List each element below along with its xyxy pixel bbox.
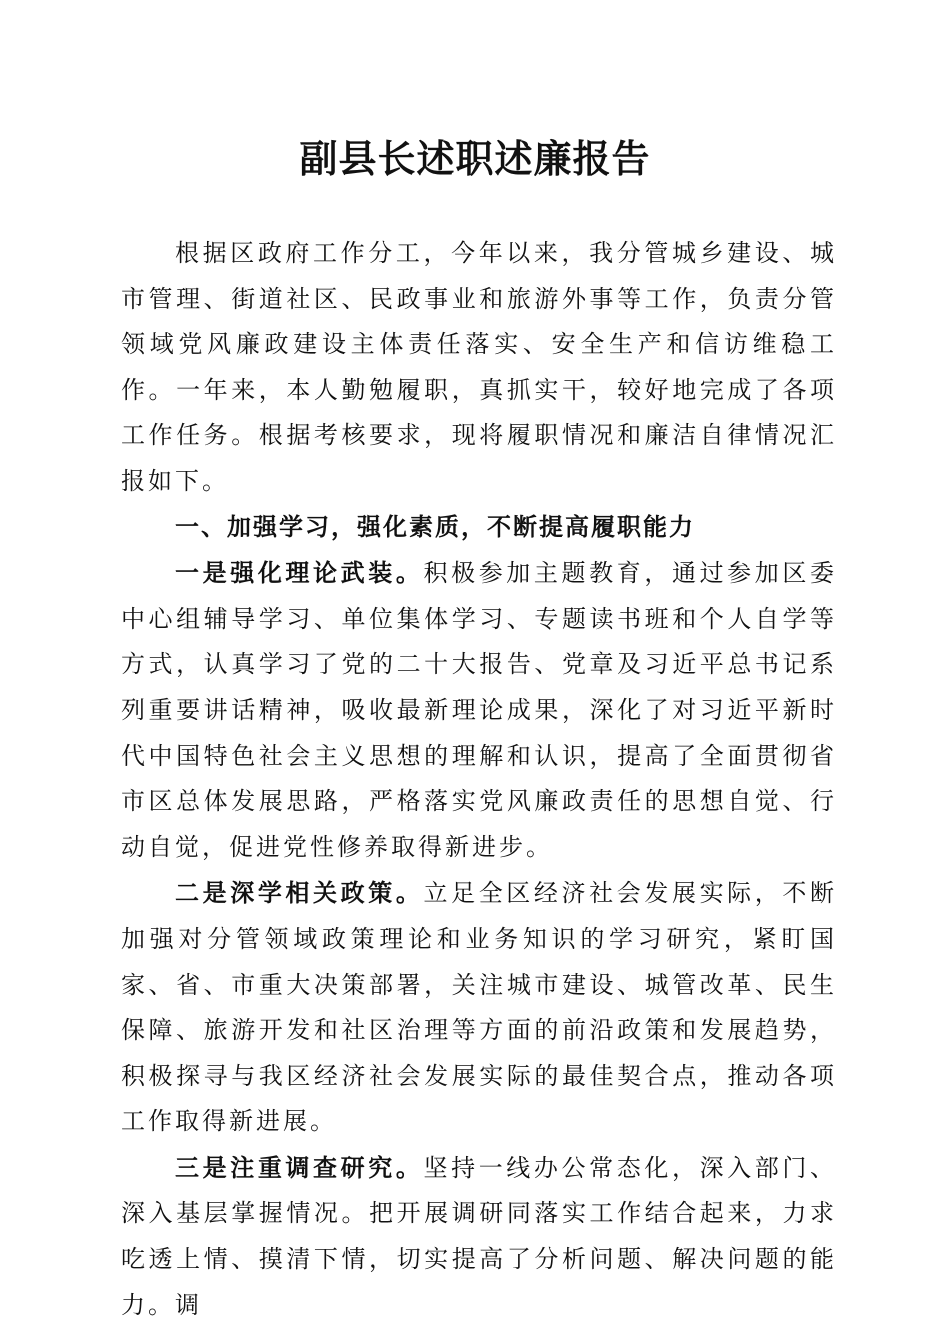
document-body [121,231,837,1328]
item-paragraph-2 [121,870,837,1145]
item-text-3: 坚持一线办公常态化，深入部门、深入基层掌握情况。把开展调研同落实工作结合起来，力求吃透上情、摸清下情，切实提高了分析问题、解决问题的能力。调 [121,1153,838,1319]
item-paragraph-1 [121,550,837,870]
item-text-2: 立足全区经济社会发展实际，不断加强对分管领域政策理论和业务知识的学习研究，紧盯国家、省、市重大决策部署，关注城市建设、城管改革、民生保障、旅游开发和社区治理等方面的前沿政策和发展趋势，积极探寻与我区经济社会发展实际的最佳契合点，推动各项工作取得新进展。 [121,879,838,1136]
intro-paragraph: 根据区政府工作分工，今年以来，我分管城乡建设、城市管理、街道社区、民政事业和旅游外事等工作，负责分管领域党风廉政建设主体责任落实、安全生产和信访维稳工作。一年来，本人勤勉履职，真抓实干，较好地完成了各项工作任务。根据考核要求，现将履职情况和廉洁自律情况汇报如下。 [121,239,837,495]
item-text-1: 积极参加主题教育，通过参加区委中心组辅导学习、单位集体学习、专题读书班和个人自学等方式，认真学习了党的二十大报告、党章及习近平总书记系列重要讲话精神，吸收最新理论成果，深化了对习近平新时代中国特色社会主义思想的理解和认识，提高了全面贯彻省市区总体发展思路，严格落实党风廉政责任的思想自觉、行动自觉，促进党性修养取得新进步。 [121,559,838,861]
item-paragraph-3 [121,1145,837,1328]
section-heading-1: 一、加强学习，强化素质，不断提高履职能力 [175,512,695,541]
item-lead-2: 二是深学相关政策。 [175,878,424,908]
item-lead-1: 一是强化理论武装。 [175,558,424,588]
document-title: 副县长述职述廉报告 [299,136,651,181]
item-lead-3: 三是注重调查研究。 [175,1152,424,1182]
